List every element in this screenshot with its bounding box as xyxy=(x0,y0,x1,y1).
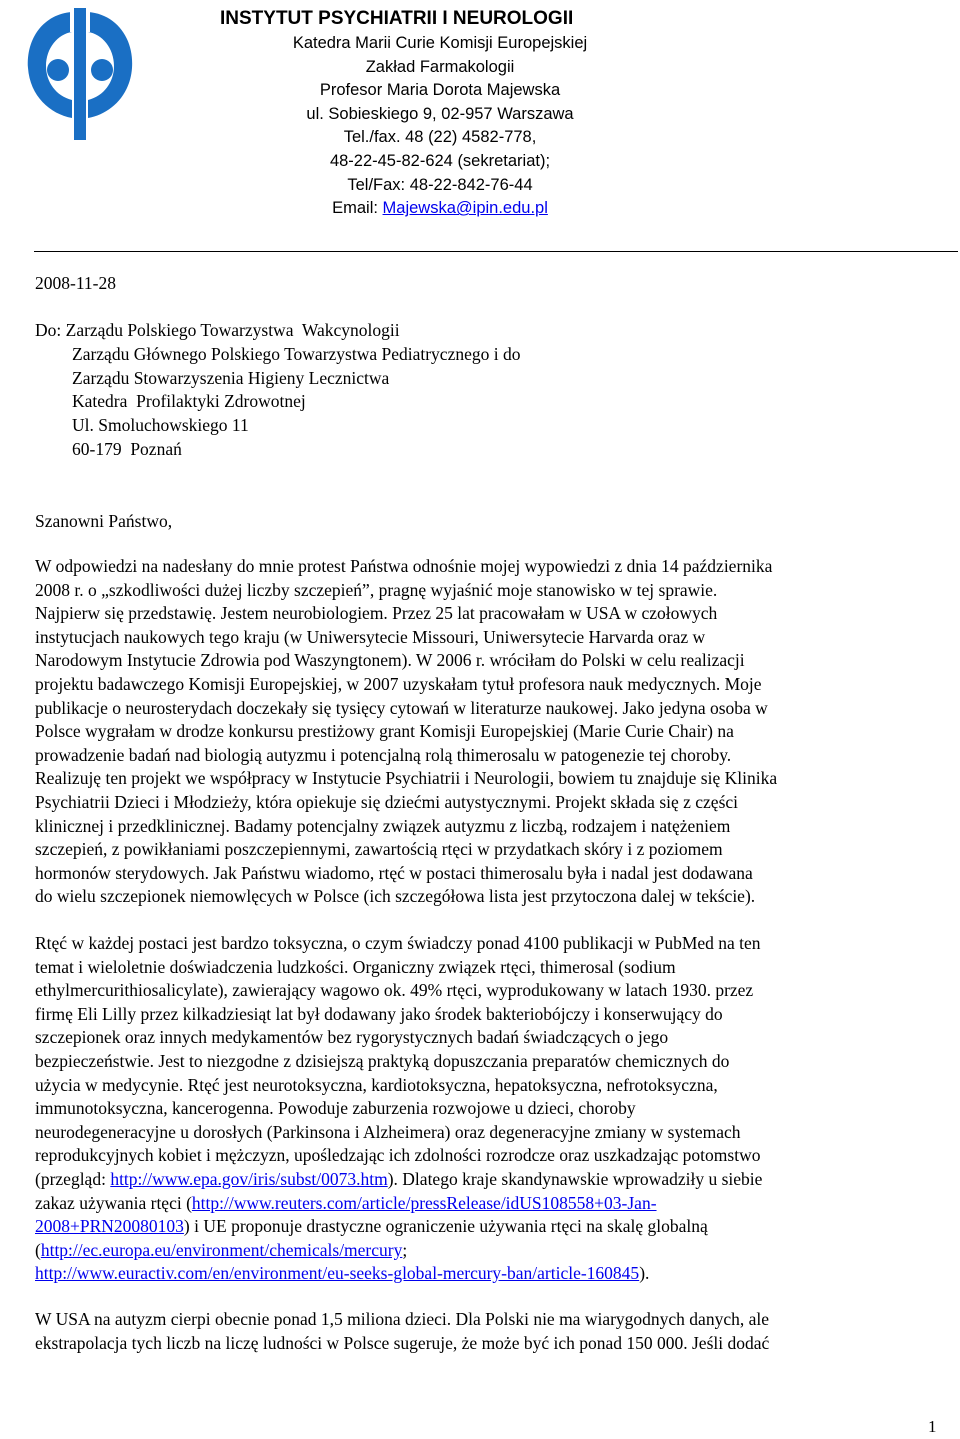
text-segment: ; xyxy=(402,1239,408,1260)
letterhead xyxy=(220,6,660,221)
paragraph-2 xyxy=(35,932,762,1286)
letterhead-line: 48-22-45-82-624 (sekretariat); xyxy=(329,151,551,170)
text-line-with-link xyxy=(35,1239,762,1263)
epa-link[interactable]: http://www.epa.gov/iris/subst/0073.htm xyxy=(110,1168,388,1189)
text-line: Narodowym Instytucie Zdrowia pod Waszyngtonem). W 2006 r. wróciłam do Polski w celu realizacji xyxy=(35,650,745,671)
text-line: bezpieczeństwie. Jest to niezgodne z dzisiejszą praktyką dopuszczania preparatów chemicznych do xyxy=(35,1050,730,1071)
greeting: Szanowni Państwo, xyxy=(35,511,173,531)
text-line: firmę Eli Lilly przez kilkadziesiąt lat był dodawany jako środek bakteriobójczy i konserwujący do xyxy=(35,1003,723,1024)
text-line-with-link xyxy=(35,1262,762,1286)
letterhead-line: ul. Sobieskiego 9, 02-957 Warszawa xyxy=(306,104,574,123)
text-segment: zakaz używania rtęci ( xyxy=(35,1192,192,1213)
letterhead-line: Tel/Fax: 48-22-842-76-44 xyxy=(347,175,533,194)
text-line: projektu badawczego Komisji Europejskiej, w 2007 uzyskałam tytuł profesora nauk medycznych. Moje xyxy=(35,673,762,694)
text-line: ekstrapolacja tych liczb na liczę ludności w Polsce sugeruje, że może być ich ponad 150 000. Jeśli dodać xyxy=(35,1332,770,1353)
paragraph-3 xyxy=(35,1308,769,1355)
text-line-with-link xyxy=(35,1215,762,1239)
text-line: do wielu szczepionek niemowlęcych w Polsce (ich szczegółowa lista jest przytoczona dalej w tekście). xyxy=(35,886,756,907)
text-line: immunotoksyczna, kancerogenna. Powoduje zaburzenia rozwojowe u dzieci, choroby xyxy=(35,1098,636,1119)
page-number: 1 xyxy=(928,1417,937,1436)
text-line: instytucjach naukowych tego kraju (w Uniwersytecie Missouri, Uniwersytecie Harvarda oraz w xyxy=(35,626,706,647)
text-line: Polsce wygrałam w drodze konkursu prestiżowy grant Komisji Europejskiej (Marie Curie Chair) na xyxy=(35,721,734,742)
address-line: Do: Zarządu Polskiego Towarzystwa Wakcynologii xyxy=(35,320,400,340)
text-line-with-link xyxy=(35,1168,762,1192)
email-link[interactable]: Majewska@ipin.edu.pl xyxy=(382,199,548,218)
header-divider xyxy=(34,251,958,252)
text-line-with-link xyxy=(35,1192,762,1216)
email-label: Email: xyxy=(332,199,383,218)
address-line: 60-179 Poznań xyxy=(72,438,182,459)
text-segment: ). Dlatego kraje skandynawskie wprowadziły u siebie xyxy=(387,1168,763,1189)
text-line: Rtęć w każdej postaci jest bardzo toksyczna, o czym świadczy ponad 4100 publikacji w PubMed na ten xyxy=(35,933,761,953)
text-line: reprodukcyjnych kobiet i mężczyzn, upośledzając ich zdolności rozrodcze oraz uszkadzając potomstwo xyxy=(35,1145,761,1166)
ipin-logo-icon xyxy=(14,4,146,144)
email-line xyxy=(220,197,660,221)
text-line: Realizuję ten projekt we współpracy w Instytucie Psychiatrii i Neurologii, bowiem tu znajduje się Klinika xyxy=(35,768,778,789)
letterhead-line: Profesor Maria Dorota Majewska xyxy=(319,81,561,100)
text-line: W USA na autyzm cierpi obecnie ponad 1,5 miliona dzieci. Dla Polski nie ma wiarygodnych danych, ale xyxy=(35,1309,769,1329)
text-line: publikacje o neurosterydach doczekały się tysięcy cytowań w literaturze naukowej. Jako jedyna osoba w xyxy=(35,697,768,718)
text-line: Psychiatrii Dzieci i Młodzieży, która opiekuje się dziećmi autystycznymi. Projekt składa się z części xyxy=(35,791,739,812)
euractiv-link[interactable]: http://www.euractiv.com/en/environment/eu-seeks-global-mercury-ban/article-160845 xyxy=(35,1263,640,1284)
text-line: klinicznej i przedklinicznej. Badamy potencjalny związek autyzmu z liczbą, rodzajem i natężeniem xyxy=(35,815,731,836)
text-line: ethylmercurithiosalicylate), zawierający wagowo ok. 49% rtęci, wyprodukowany w latach 1930. przez xyxy=(35,980,754,1001)
text-line: użycia w medycynie. Rtęć jest neurotoksyczna, kardiotoksyczna, hepatoksyczna, nefrotoksyczna, xyxy=(35,1074,718,1095)
recipient-address xyxy=(35,319,520,462)
text-line: temat i wieloletnie doświadczenia ludzkości. Organiczny związek rtęci, thimerosal (sodium xyxy=(35,956,676,977)
text-line: Najpierw się przedstawię. Jestem neurobiologiem. Przez 25 lat pracowałam w USA w czołowych xyxy=(35,603,718,624)
letterhead-line: Katedra Marii Curie Komisji Europejskiej xyxy=(292,34,588,52)
text-segment: ( xyxy=(35,1239,41,1260)
letterhead-line: Zakład Farmakologii xyxy=(365,57,515,76)
reuters-link-continued[interactable]: 2008+PRN20080103 xyxy=(35,1216,184,1237)
institution-name: INSTYTUT PSYCHIATRII I NEUROLOGII xyxy=(220,8,574,29)
text-line: prowadzenie badań nad biologią autyzmu i potencjalną rolą thimerosalu w patogenezie tej choroby. xyxy=(35,744,732,765)
reuters-link[interactable]: http://www.reuters.com/article/pressRelease/idUS108558+03-Jan- xyxy=(191,1192,657,1213)
paragraph-1 xyxy=(35,555,777,909)
text-line: szczepionek oraz innych medykamentów bez rygorystycznych badań świadczących o jego xyxy=(35,1027,669,1048)
address-line: Zarządu Stowarzyszenia Higieny Lecznictwa xyxy=(72,367,390,388)
text-line: hormonów sterydowych. Jak Państwu wiadomo, rtęć w postaci thimerosalu była i nadal jest dodawana xyxy=(35,862,753,883)
text-line: szczepień, z powikłaniami poszczepiennymi, zawartością rtęci w przydatkach skóry i z poziomem xyxy=(35,839,723,860)
europa-link[interactable]: http://ec.europa.eu/environment/chemicals/mercury xyxy=(40,1239,403,1260)
address-line: Katedra Profilaktyki Zdrowotnej xyxy=(72,391,306,412)
address-line: Zarządu Głównego Polskiego Towarzystwa Pediatrycznego i do xyxy=(72,343,521,364)
address-line: Ul. Smoluchowskiego 11 xyxy=(72,415,249,436)
text-line: 2008 r. o „szkodliwości dużej liczby szczepień”, pragnę wyjaśnić moje stanowisko w tej sprawie. xyxy=(35,579,718,600)
text-segment: ). xyxy=(639,1263,650,1284)
text-segment: (przegląd: xyxy=(35,1168,111,1189)
text-line: W odpowiedzi na nadesłany do mnie protest Państwa odnośnie mojej wypowiedzi z dnia 14 października xyxy=(35,556,773,576)
text-line: neurodegeneracyjne u dorosłych (Parkinsona i Alzheimera) oraz degeneracyjne zmiany w systemach xyxy=(35,1121,741,1142)
letter-date: 2008-11-28 xyxy=(35,273,117,293)
text-segment: ) i UE proponuje drastyczne ograniczenie używania rtęci na skalę globalną xyxy=(183,1216,708,1237)
letterhead-line: Tel./fax. 48 (22) 4582-778, xyxy=(343,128,537,147)
